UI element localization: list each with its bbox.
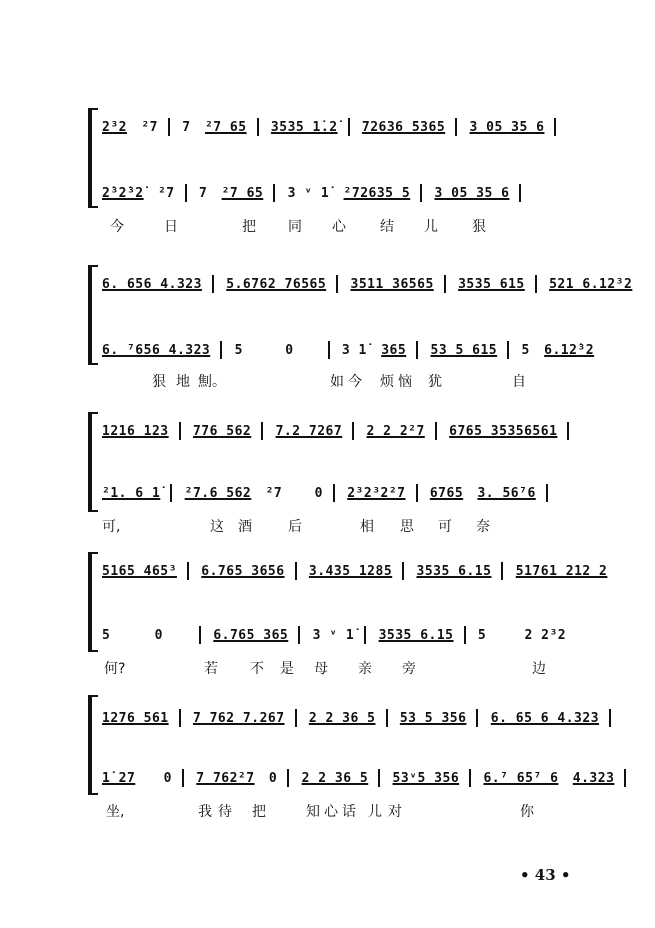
note-group: 6.⁷ 65⁷ 6	[483, 770, 559, 786]
note-group: 6765 35356561	[449, 423, 558, 439]
note-group: 7 762²7	[196, 770, 255, 786]
upper-staff	[102, 422, 573, 440]
note-group: 7 762 7.267	[192, 710, 285, 726]
lyric: 相	[360, 519, 374, 535]
note-group: 6. 656 4.323	[102, 276, 202, 292]
lyric: 犹	[428, 374, 442, 390]
note-group: 7	[198, 185, 208, 201]
note-group: 1̇ 27	[102, 770, 136, 786]
lyric: 坐,	[106, 804, 125, 820]
lyric: 待	[218, 804, 232, 820]
lyric: 儿	[424, 219, 438, 235]
lyric: 可,	[102, 519, 121, 535]
note-group: 4.323	[572, 770, 615, 786]
lyric: 后	[288, 519, 302, 535]
lower-staff	[102, 184, 525, 202]
note-group: 2³2³2²7	[347, 485, 406, 501]
note-group: 3. 56⁷6	[477, 485, 536, 501]
note-group: 2 2 2²7	[366, 423, 425, 439]
lyric: 把	[252, 804, 266, 820]
note-group: 5.6762 76565	[226, 276, 327, 292]
note-group: 0	[163, 770, 172, 786]
note-group: 7	[182, 119, 191, 135]
lyric: 对	[388, 804, 402, 820]
note-group: 53 5 615	[430, 342, 498, 358]
lyric: 亲	[358, 661, 372, 677]
note-group: 776 562	[192, 423, 252, 439]
lyric: 是	[280, 661, 294, 677]
lyric: 儿	[368, 804, 382, 820]
lyric: 酒	[238, 519, 252, 535]
upper-staff	[102, 709, 615, 727]
note-group: 6.765 3656	[201, 563, 285, 579]
music-system-5	[88, 695, 615, 825]
lower-staff	[102, 484, 552, 502]
note-group: 2 2 36 5	[308, 710, 376, 726]
note-group: 0	[154, 627, 163, 643]
note-group: ²7 65	[204, 119, 247, 135]
system-brace	[88, 695, 98, 795]
lower-staff	[102, 341, 600, 359]
lyric: 这	[210, 519, 224, 535]
note-group: 2̇³2̇³2̇	[102, 185, 144, 201]
lower-staff	[102, 769, 630, 787]
note-group: 51761 212 2	[515, 563, 608, 579]
note-group: 1276 561	[102, 710, 169, 726]
lyric: 母	[314, 661, 328, 677]
note-group: 1216 123	[102, 423, 169, 439]
system-brace	[88, 552, 98, 652]
note-group: 6. ⁷656 4.323	[102, 342, 211, 358]
lyric: 心	[324, 804, 338, 820]
note-group: 5165 465³	[102, 563, 177, 579]
music-system-2	[88, 265, 633, 395]
system-brace	[88, 265, 98, 365]
lyric: 若	[204, 661, 218, 677]
note-group: 3535 6.15	[378, 627, 454, 643]
note-group: 5	[477, 627, 487, 643]
lyric: 旁	[402, 661, 416, 677]
note-group: 2 2³2	[524, 627, 567, 643]
lyric: 我	[198, 804, 212, 820]
note-group: 72636 5365	[361, 119, 446, 135]
lower-staff	[102, 626, 572, 644]
lyric: 恼	[398, 374, 412, 390]
note-group: 6765	[429, 485, 464, 501]
note-group: 0	[314, 485, 323, 501]
note-group: 3535 6.15	[416, 563, 492, 579]
lyric: 地	[176, 374, 190, 390]
page-number: • 43 •	[520, 866, 571, 884]
upper-staff	[102, 562, 613, 580]
note-group: 5	[234, 342, 243, 358]
upper-staff	[102, 275, 638, 293]
note-group: ²7.6 562	[184, 485, 252, 501]
lyric: 日	[164, 219, 178, 235]
note-group: 6.12̇³2	[544, 342, 595, 358]
upper-staff	[102, 118, 560, 136]
lyric: 同	[288, 219, 302, 235]
note-group: ²⁡72635 5	[343, 185, 411, 201]
note-group: ²⁡7	[157, 185, 175, 201]
note-group: 2 2 36 5	[301, 770, 369, 786]
note-group: 6.765 365	[213, 627, 289, 643]
note-group: 365	[381, 342, 407, 358]
lyric: 你	[520, 804, 534, 820]
lyric: 狠	[472, 219, 486, 235]
lyric: 烦	[380, 374, 394, 390]
note-group: 3535 1̇.2̇	[270, 119, 338, 135]
lyric: 自	[512, 374, 526, 390]
lyric: 狠	[152, 374, 166, 390]
note-group: 3535 615	[458, 276, 525, 292]
note-group: ²7	[265, 485, 283, 501]
lyric: 话	[342, 804, 356, 820]
lyric: 思	[400, 519, 414, 535]
lyric: 奈	[476, 519, 490, 535]
note-group: 3 05 35 6	[434, 185, 510, 201]
note-group: ²7 65	[221, 185, 264, 201]
note-group: 3511 36565	[350, 276, 434, 292]
note-group: 0	[268, 770, 278, 786]
note-group: ²1. 6 1̇	[102, 485, 161, 501]
lyric: 劁。	[198, 374, 226, 390]
lyric: 今	[110, 219, 124, 235]
note-group: 0	[285, 342, 294, 358]
note-group: 3.435 1285	[308, 563, 393, 579]
note-group: ²⁡7	[141, 119, 158, 135]
note-group: 3 ᵛ 1̇	[287, 185, 330, 201]
note-group: 6. 65 6 4.323	[490, 710, 600, 726]
lyric: 结	[380, 219, 394, 235]
note-group: 3 ᵛ 1̇	[312, 627, 355, 643]
lyric: 如	[330, 374, 344, 390]
system-brace	[88, 108, 98, 208]
note-group: 53ᵛ5 356	[392, 770, 460, 786]
note-group: 3 05 35 6	[469, 119, 545, 135]
music-system-3	[88, 412, 578, 542]
note-group: 5	[521, 342, 530, 358]
lyric: 不	[250, 661, 264, 677]
music-system-1	[88, 108, 578, 238]
note-group: 3 1̇	[341, 342, 367, 358]
note-group: 2³2	[102, 119, 127, 135]
lyric: 心	[332, 219, 346, 235]
note-group: 53 5 356	[399, 710, 467, 726]
lyric: 把	[242, 219, 256, 235]
lyric: 边	[532, 661, 546, 677]
lyric: 可	[438, 519, 452, 535]
note-group: 7.2 7267	[275, 423, 343, 439]
system-brace	[88, 412, 98, 512]
music-system-4	[88, 552, 608, 682]
lyric: 今	[348, 374, 362, 390]
note-group: 521 6.12³2	[549, 276, 633, 292]
note-group: 5	[102, 627, 111, 643]
lyric: 知	[306, 804, 320, 820]
lyric: 何?	[104, 661, 126, 677]
